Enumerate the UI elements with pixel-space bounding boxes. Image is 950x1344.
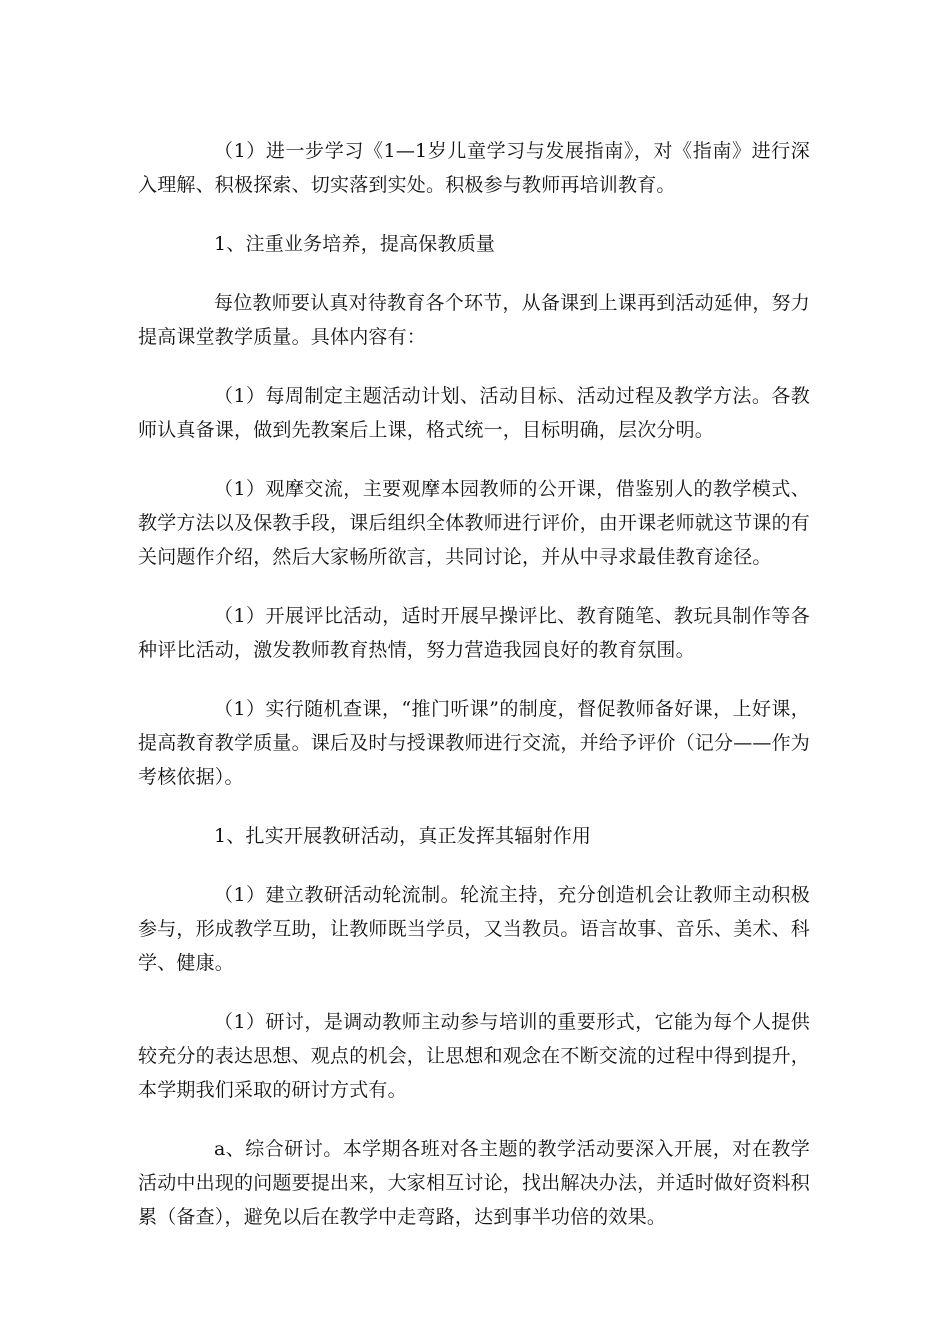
paragraph-comprehensive-seminar: a、综合研讨。本学期各班对各主题的教学活动要深入开展，对在教学活动中出现的问题要提出来，大家相互讨论，找出解决办法，并适时做好资料积累（备查），避免以后在教学中走弯路，达到事半功倍的效果。 [138, 1138, 811, 1228]
paragraph-teacher-duties: 每位教师要认真对待教育各个环节，从备课到上课再到活动延伸，努力提高课堂教学质量。具体内容有： [138, 292, 810, 348]
section-heading-teaching-research: 1、扎实开展教研活动，真正发挥其辐射作用 [214, 825, 592, 847]
paragraph-seminar: （1）研讨，是调动教师主动参与培训的重要形式，它能为每个人提供较充分的表达思想、观点的机会，让思想和观念在不断交流的过程中得到提升，本学期我们采取的研讨方式有。 [138, 1011, 811, 1101]
section-heading-business-training: 1、注重业务培养，提高保教质量 [214, 233, 496, 255]
paragraph-evaluation-activities: （1）开展评比活动，适时开展早操评比、教育随笔、教玩具制作等各种评比活动，激发教师教育热情，努力营造我园良好的教育氛围。 [138, 605, 810, 661]
paragraph-study-guide: （1）进一步学习《1—1岁儿童学习与发展指南》，对《指南》进行深入理解、积极探索、切实落到实处。积极参与教师再培训教育。 [138, 140, 810, 196]
document-body [138, 134, 810, 1259]
paragraph-weekly-plan: （1）每周制定主题活动计划、活动目标、活动过程及教学方法。各教师认真备课，做到先教案后上课，格式统一，目标明确，层次分明。 [138, 385, 810, 441]
paragraph-observation-exchange: （1）观摩交流，主要观摩本园教师的公开课，借鉴别人的教学模式、教学方法以及保教手段，课后组织全体教师进行评价，由开课老师就这节课的有关问题作介绍，然后大家畅所欲言，共同讨论，并从中寻求最佳教育途径。 [138, 478, 811, 568]
paragraph-rotation-system: （1）建立教研活动轮流制。轮流主持，充分创造机会让教师主动积极参与，形成教学互助，让教师既当学员，又当教员。语言故事、音乐、美术、科学、健康。 [138, 884, 811, 974]
paragraph-random-inspection: （1）实行随机查课，“推门听课”的制度，督促教师备好课，上好课，提高教育教学质量。课后及时与授课教师进行交流，并给予评价（记分——作为考核依据）。 [138, 698, 811, 788]
